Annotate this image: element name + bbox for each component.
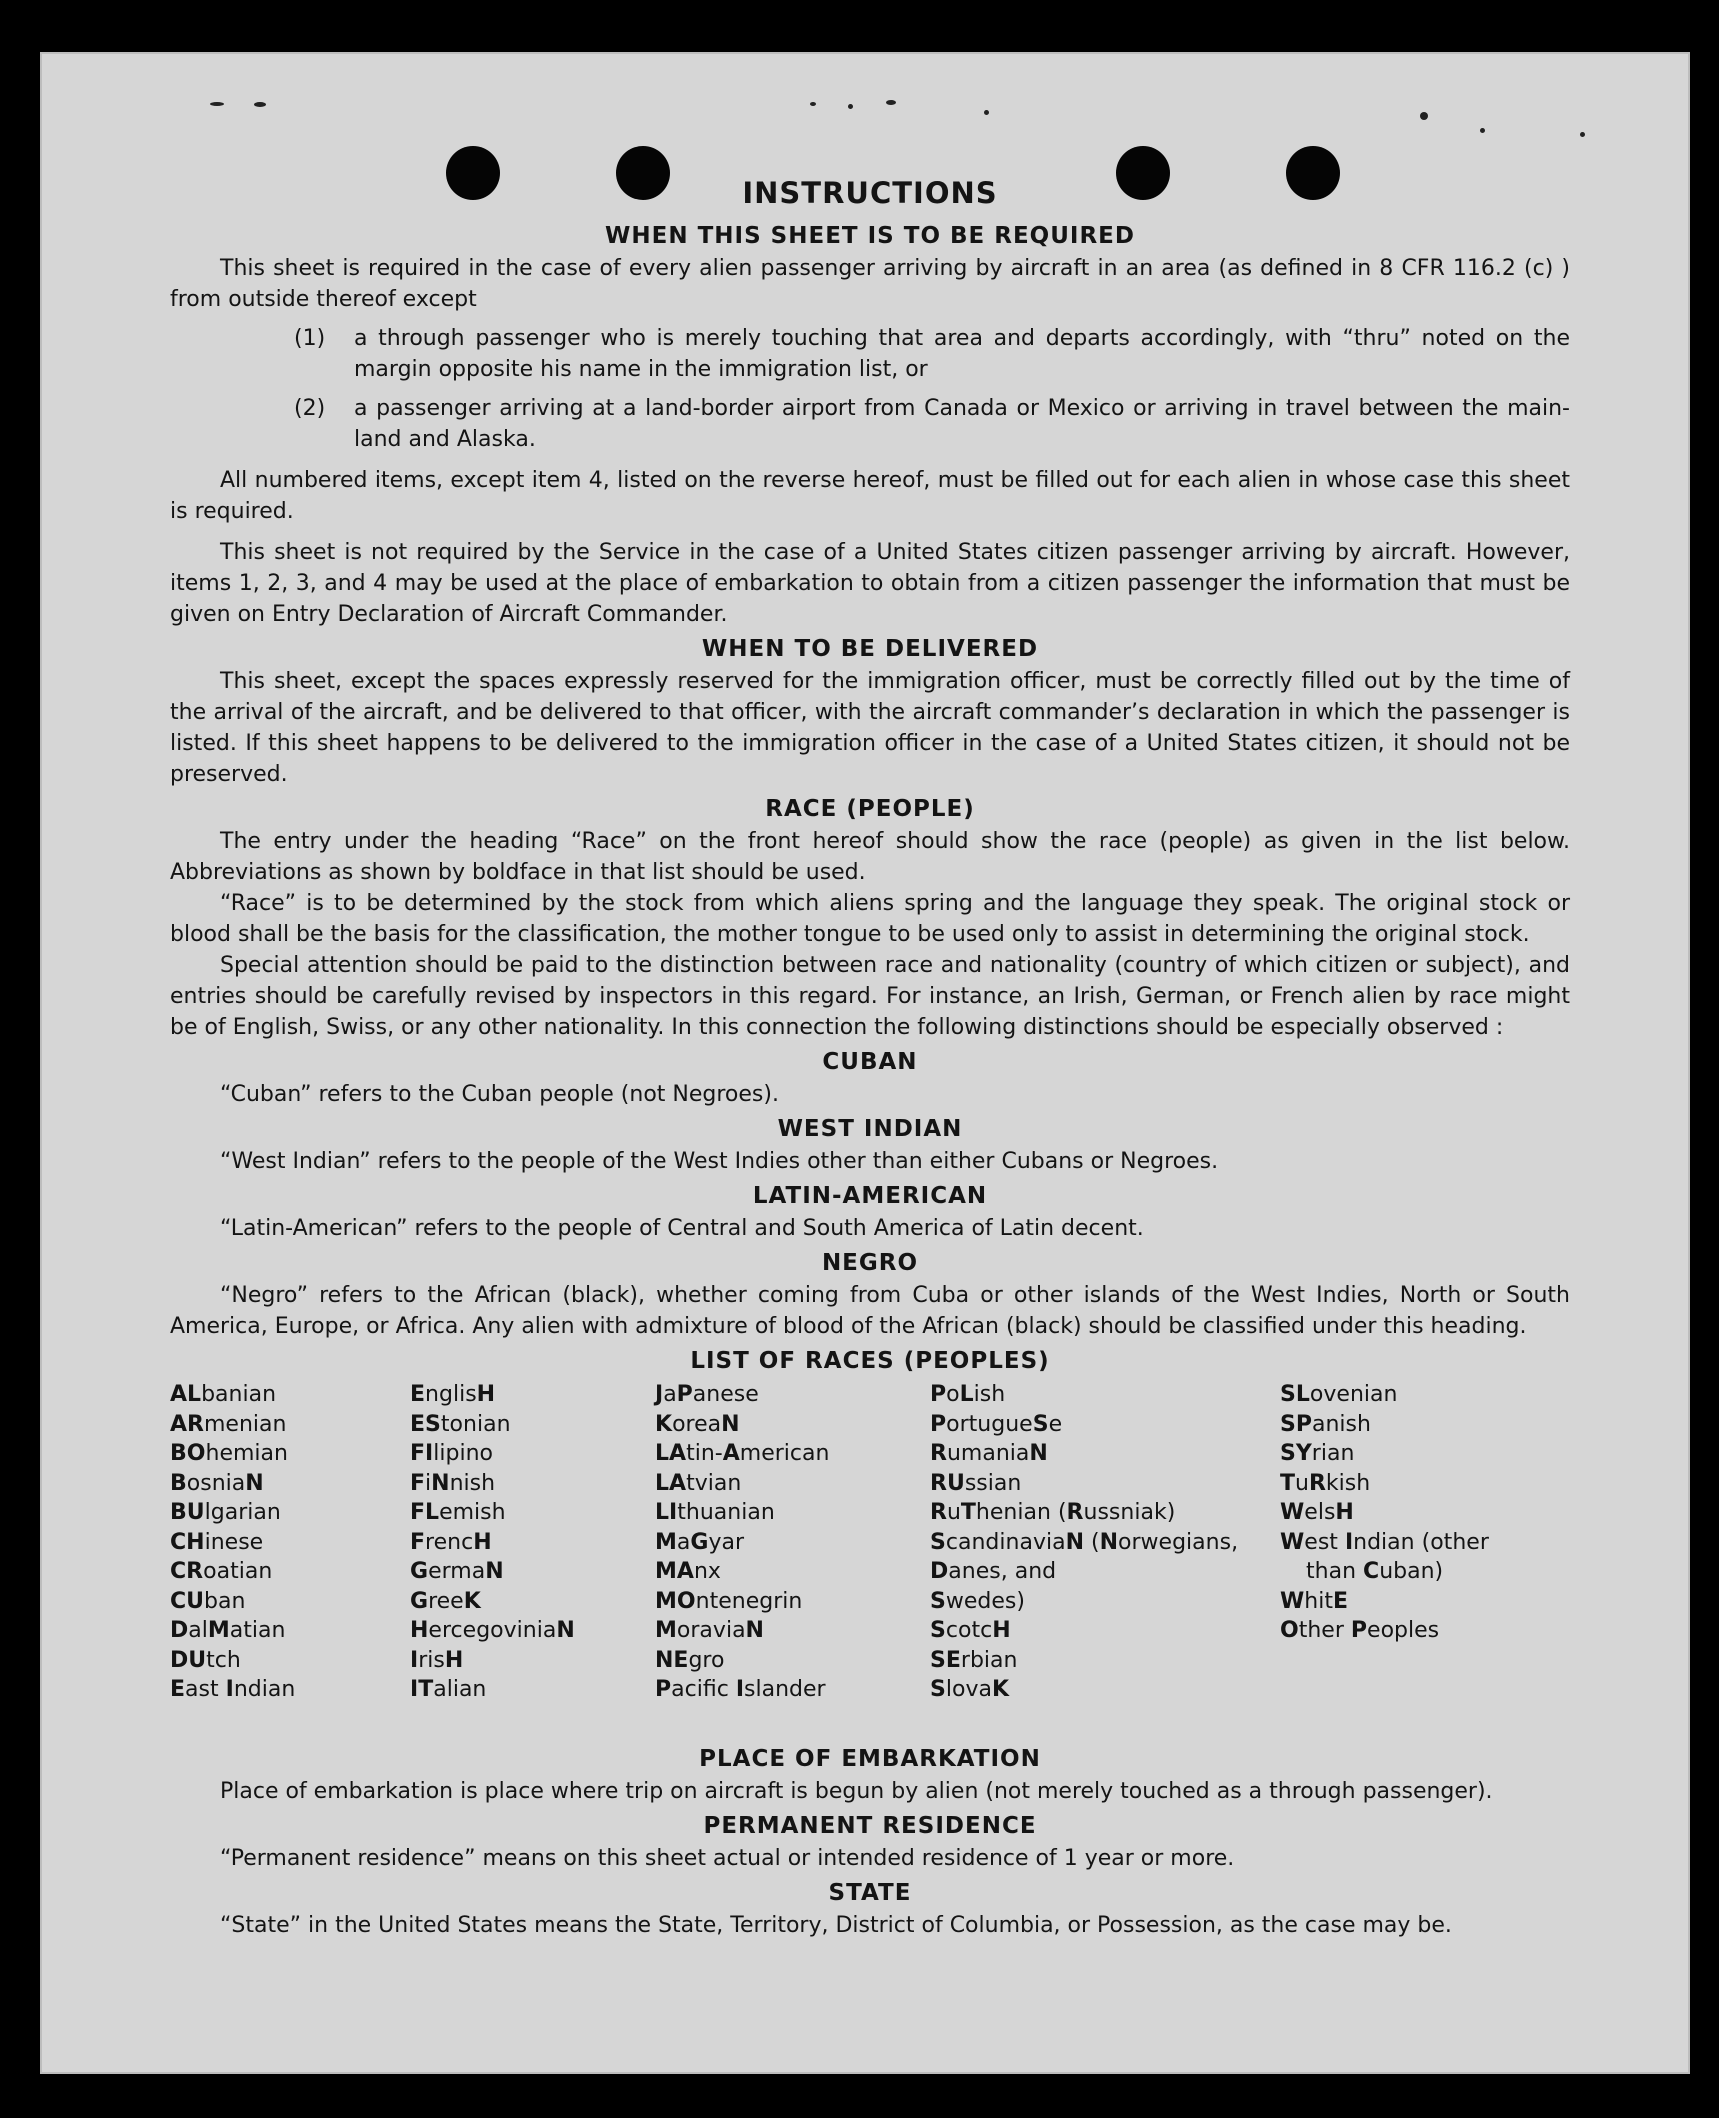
section-heading: LATIN-AMERICAN <box>752 1183 988 1209</box>
race-entry: Swedes) <box>930 1588 1025 1614</box>
race-entry: Other Peoples <box>1280 1618 1440 1643</box>
race-entry: EnglisH <box>410 1382 496 1407</box>
race-entry: NEgro <box>655 1647 725 1673</box>
race-entry: FrencH <box>410 1529 492 1555</box>
section-heading: RACE (PEOPLE) <box>765 796 975 822</box>
paragraph: This sheet, except the spaces expressly reserved for the immigration officer, must be correctly filled out by the time of the arrival of the aircraft, and be delivered to that officer, with the aircraft commander’s declaration in which the passenger is listed. If this sheet happens to be delivered to the immigration officer in the case of a United States citizen, it should not be preserved. <box>170 669 1570 787</box>
definition: Place of embarkation is place where trip on aircraft is begun by alien (not merely touched as a through passenger). <box>220 1779 1493 1804</box>
race-entry: RuThenian (Russniak) <box>930 1500 1176 1525</box>
race-entry: PoLish <box>930 1382 1006 1407</box>
race-column <box>930 1380 1238 1705</box>
race-entry: SYrian <box>1280 1441 1355 1466</box>
race-entry: MOntenegrin <box>655 1588 803 1614</box>
list-item <box>294 323 1570 385</box>
race-entry: DalMatian <box>170 1618 286 1643</box>
section-heading: WEST INDIAN <box>777 1116 963 1142</box>
race-entry: RUssian <box>930 1470 1022 1496</box>
race-entry: RumaniaN <box>930 1441 1048 1466</box>
speck <box>254 102 266 107</box>
definition: “Cuban” refers to the Cuban people (not Negroes). <box>220 1082 779 1107</box>
race-entry: FiNnish <box>410 1470 496 1496</box>
race-entry: HercegoviniaN <box>410 1618 575 1643</box>
race-entry: GermaN <box>410 1559 504 1584</box>
race-entry: ALbanian <box>170 1382 277 1407</box>
race-entry: DUtch <box>170 1647 241 1673</box>
race-entry: ScandinaviaN (Norwegians, <box>930 1529 1239 1555</box>
race-entry: EStonian <box>410 1411 511 1437</box>
race-entry: LIthuanian <box>655 1500 775 1525</box>
paragraph: “Race” is to be determined by the stock from which aliens spring and the language they speak. The original stock or blood shall be the basis for the classification, the mother tongue to be used only to assist in determining the original stock. <box>170 891 1570 947</box>
race-entry: BOhemian <box>170 1441 288 1466</box>
race-entry: TuRkish <box>1280 1470 1371 1496</box>
race-entry: JaPanese <box>655 1382 759 1407</box>
race-entry: than Cuban) <box>1306 1559 1444 1584</box>
section-heading: PERMANENT RESIDENCE <box>703 1813 1037 1839</box>
item-text: a through passenger who is merely touching that area and departs accordingly, with “thru” noted on the margin opposite his name in the immigration list, or <box>354 326 1570 382</box>
speck <box>810 102 816 106</box>
paragraph: Special attention should be paid to the distinction between race and nationality (country of which citizen or subject), and entries should be carefully revised by inspectors in this regard. For instance, an Irish, German, or French alien by race might be of English, Swiss, or any other nationality. In this connection the following distinctions should be especially observed : <box>170 953 1570 1040</box>
race-column <box>1280 1380 1489 1646</box>
definition: “Latin-American” refers to the people of Central and South America of Latin decent. <box>220 1216 1144 1241</box>
race-entry: PortugueSe <box>930 1411 1063 1437</box>
race-entry: GreeK <box>410 1588 481 1614</box>
race-entry: IrisH <box>410 1647 464 1673</box>
definition: “West Indian” refers to the people of the West Indies other than either Cubans or Negroes. <box>220 1149 1219 1174</box>
race-list <box>170 1380 1570 1740</box>
race-entry: FIlipino <box>410 1441 493 1466</box>
race-entry: CHinese <box>170 1529 264 1555</box>
race-column <box>655 1380 829 1705</box>
definition: “Negro” refers to the African (black), whether coming from Cuba or other islands of the West Indies, North or South America, Europe, or Africa. Any alien with admixture of blood of the African (black) should be classified under this heading. <box>170 1283 1570 1339</box>
speck <box>1480 128 1485 133</box>
race-column <box>170 1380 295 1705</box>
definition: “Permanent residence” means on this sheet actual or intended residence of 1 year or more. <box>220 1846 1235 1871</box>
definition: “State” in the United States means the State, Territory, District of Columbia, or Possession, as the case may be. <box>220 1913 1452 1938</box>
paragraph: This sheet is required in the case of every alien passenger arriving by aircraft in an area (as defined in 8 CFR 116.2 (c) ) from outside thereof except <box>170 256 1570 312</box>
speck <box>984 110 989 115</box>
section-heading: LIST OF RACES (PEOPLES) <box>690 1348 1050 1374</box>
section-heading: WHEN TO BE DELIVERED <box>701 636 1039 662</box>
speck <box>1420 112 1428 120</box>
race-entry: FLemish <box>410 1500 506 1525</box>
race-entry: CUban <box>170 1588 246 1614</box>
race-entry: WelsH <box>1280 1500 1354 1525</box>
race-entry: ARmenian <box>170 1411 287 1437</box>
race-entry: LAtin-American <box>655 1441 830 1466</box>
item-number: (2) <box>294 396 326 421</box>
instructions-content <box>170 170 1570 1941</box>
paragraph: This sheet is not required by the Service in the case of a United States citizen passenger arriving by aircraft. However, items 1, 2, 3, and 4 may be used at the place of embarkation to obtain from a citizen passenger the information that must be given on Entry Declaration of Aircraft Commander. <box>170 540 1570 627</box>
speck <box>1580 132 1585 137</box>
race-entry: WhitE <box>1280 1588 1349 1614</box>
race-entry: Danes, and <box>930 1559 1057 1584</box>
race-entry: Pacifc Islander <box>655 1677 826 1702</box>
race-entry: East Indian <box>170 1677 296 1702</box>
page-title: INSTRUCTIONS <box>742 176 998 210</box>
section-heading: WHEN THIS SHEET IS TO BE REQUIRED <box>605 223 1135 249</box>
race-entry: BUlgarian <box>170 1500 281 1525</box>
race-entry: SLovenian <box>1280 1382 1398 1407</box>
section-heading: STATE <box>828 1880 912 1906</box>
paragraph: The entry under the heading “Race” on the front hereof should show the race (people) as given in the list below. Abbreviations as shown by boldface in that list should be used. <box>170 829 1570 885</box>
item-number: (1) <box>294 326 326 351</box>
race-entry: KoreaN <box>655 1411 740 1437</box>
speck <box>210 102 224 106</box>
race-entry: LAtvian <box>655 1470 742 1496</box>
speck <box>848 104 853 109</box>
race-entry: SlovaK <box>930 1677 1010 1702</box>
race-entry: MoraviaN <box>655 1618 764 1643</box>
race-entry: ITalian <box>410 1677 487 1702</box>
section-heading: PLACE OF EMBARKATION <box>699 1746 1041 1772</box>
speck <box>886 100 896 105</box>
race-entry: MaGyar <box>655 1529 745 1555</box>
section-heading: NEGRO <box>821 1250 919 1276</box>
race-entry: SPanish <box>1280 1411 1371 1437</box>
race-entry: BosniaN <box>170 1470 264 1496</box>
list-item <box>294 393 1570 455</box>
race-entry: ScotcH <box>930 1618 1011 1643</box>
section-heading: CUBAN <box>822 1049 918 1075</box>
race-entry: MAnx <box>655 1559 721 1584</box>
race-entry: West Indian (other <box>1280 1529 1489 1555</box>
race-column <box>410 1380 575 1705</box>
race-entry: CRoatian <box>170 1559 273 1584</box>
item-text: a passenger arriving at a land-border airport from Canada or Mexico or arriving in travel between the main-land and Alaska. <box>354 396 1570 452</box>
race-entry: SErbian <box>930 1647 1018 1673</box>
paragraph: All numbered items, except item 4, listed on the reverse hereof, must be filled out for each alien in whose case this sheet is required. <box>170 468 1570 524</box>
